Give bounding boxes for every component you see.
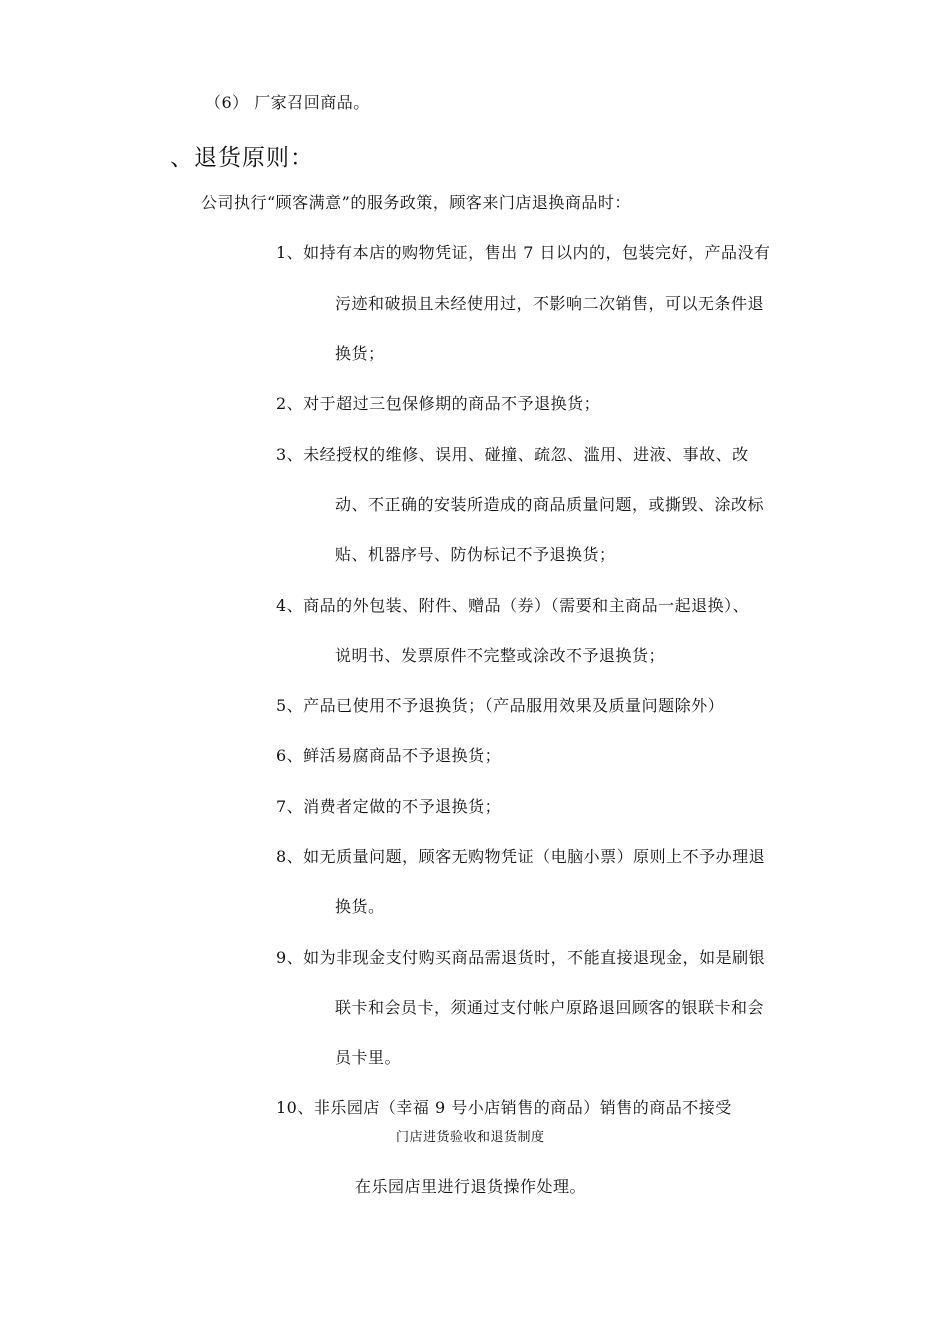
- rule-9-line-3: 员卡里。: [335, 1048, 402, 1067]
- rule-4-line-2: 说明书、发票原件不完整或涂改不予退换货；: [335, 646, 666, 665]
- rule-4-line-1: 4、商品的外包装、附件、赠品（券）（需要和主商品一起退换）、: [276, 596, 750, 615]
- rule-1-line-1: 1、如持有本店的购物凭证，售出 7 日以内的，包装完好，产品没有: [276, 243, 771, 262]
- rule-3-line-3: 贴、机器序号、防伪标记不予退换货；: [335, 545, 616, 564]
- rule-7-line-1: 7、消费者定做的不予退换货；: [276, 797, 502, 816]
- section-heading: 、退货原则：: [170, 145, 314, 171]
- rule-6-line-1: 6、鲜活易腐商品不予退换货；: [276, 746, 502, 765]
- footer-caption: 门店进货验收和退货制度: [396, 1130, 545, 1145]
- rule-5-line-1: 5、产品已使用不予退换货；（产品服用效果及质量问题除外）: [276, 696, 725, 715]
- rule-1-line-2: 污迹和破损且未经使用过，不影响二次销售，可以无条件退: [335, 294, 765, 313]
- rule-9-line-1: 9、如为非现金支付购买商品需退货时，不能直接退现金，如是刷银: [276, 948, 766, 967]
- rule-1-line-3: 换货；: [335, 344, 385, 363]
- rule-3-line-2: 动、不正确的安装所造成的商品质量问题，或撕毁、涂改标: [335, 495, 765, 514]
- rule-8-line-1: 8、如无质量问题，顾客无购物凭证（电脑小票）原则上不予办理退: [276, 847, 766, 866]
- rule-10-continuation: 在乐园店里进行退货操作处理。: [355, 1177, 587, 1196]
- rule-2-line-1: 2、对于超过三包保修期的商品不予退换货；: [276, 394, 601, 413]
- rule-3-line-1: 3、未经授权的维修、误用、碰撞、疏忽、滥用、进液、事故、改: [276, 445, 749, 464]
- rule-8-line-2: 换货。: [335, 897, 385, 916]
- intro-item: （6） 厂家召回商品。: [205, 93, 370, 112]
- rule-9-line-2: 联卡和会员卡，须通过支付帐户原路退回顾客的银联卡和会: [335, 998, 765, 1017]
- rule-10-line-1: 10、非乐园店（幸福 9 号小店销售的商品）销售的商品不接受: [276, 1098, 732, 1117]
- policy-intro: 公司执行“顾客满意”的服务政策，顾客来门店退换商品时：: [201, 193, 631, 212]
